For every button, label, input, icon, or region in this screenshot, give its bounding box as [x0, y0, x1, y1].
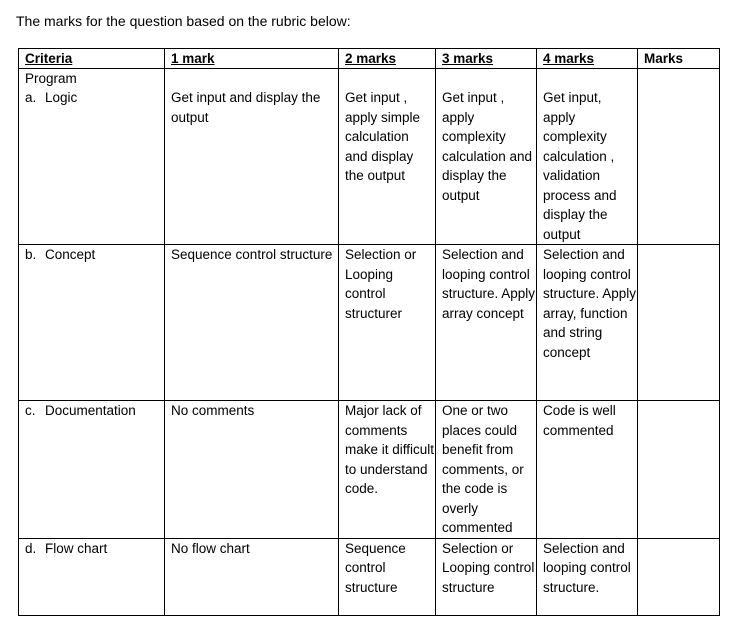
mark-1-cell: No flow chart	[165, 538, 339, 615]
criteria-letter: b.	[25, 247, 37, 262]
header-criteria-label: Criteria	[25, 51, 73, 66]
header-1-mark	[165, 49, 339, 69]
mark-3-cell: Selection and looping control structure. Apply array concept	[436, 245, 537, 401]
marks-cell[interactable]	[638, 401, 720, 539]
header-3-marks	[436, 49, 537, 69]
mark-3-cell: One or two places could benefit from comments, or the code is overly commented	[436, 401, 537, 539]
mark-3-cell: Get input , apply complexity calculation and display the output	[436, 88, 537, 245]
mark-1-cell: Get input and display the output	[165, 88, 339, 245]
mark-4-cell: Selection and looping control structure.	[537, 538, 638, 615]
table-row	[19, 538, 720, 615]
criteria-label: Concept	[45, 247, 96, 262]
header-3-marks-label: 3 marks	[442, 51, 494, 66]
mark-2-cell: Sequence control structure	[339, 538, 436, 615]
criteria-cell	[19, 538, 165, 615]
section-row	[19, 69, 720, 89]
header-4-marks-label: 4 marks	[543, 51, 595, 66]
criteria-letter: d.	[25, 540, 37, 556]
mark-2-cell: Major lack of comments make it difficult to understand code.	[339, 401, 436, 539]
criteria-label: Flow chart	[45, 540, 108, 556]
section-label: Program	[19, 69, 165, 89]
criteria-letter: a.	[25, 90, 37, 105]
marks-cell[interactable]	[638, 88, 720, 245]
criteria-cell	[19, 401, 165, 539]
header-2-marks-label: 2 marks	[345, 51, 397, 66]
criteria-cell	[19, 245, 165, 401]
table-row	[19, 401, 720, 539]
mark-4-cell: Code is well commented	[537, 401, 638, 539]
marks-cell[interactable]	[638, 245, 720, 401]
header-row	[19, 49, 720, 69]
table-row	[19, 88, 720, 245]
mark-4-cell: Get input, apply complexity calculation , validation process and display the output	[537, 88, 638, 245]
header-marks-label: Marks	[644, 51, 684, 66]
criteria-label: Logic	[45, 90, 78, 105]
header-2-marks	[339, 49, 436, 69]
mark-2-cell: Get input , apply simple calculation and display the output	[339, 88, 436, 245]
criteria-letter: c.	[25, 403, 36, 418]
criteria-label: Documentation	[45, 403, 136, 418]
header-1-mark-label: 1 mark	[171, 51, 215, 66]
header-criteria	[19, 49, 165, 69]
mark-1-cell: No comments	[165, 401, 339, 539]
mark-1-cell: Sequence control structure	[165, 245, 339, 401]
mark-3-cell: Selection or Looping control structure	[436, 538, 537, 615]
mark-4-cell: Selection and looping control structure. Apply array, function and string concept	[537, 245, 638, 401]
criteria-cell	[19, 88, 165, 245]
rubric-table	[18, 48, 720, 616]
table-row	[19, 245, 720, 401]
header-marks	[638, 49, 720, 69]
intro-text: The marks for the question based on the rubric below:	[16, 13, 351, 29]
mark-2-cell: Selection or Looping control structurer	[339, 245, 436, 401]
header-4-marks	[537, 49, 638, 69]
marks-cell[interactable]	[638, 538, 720, 615]
